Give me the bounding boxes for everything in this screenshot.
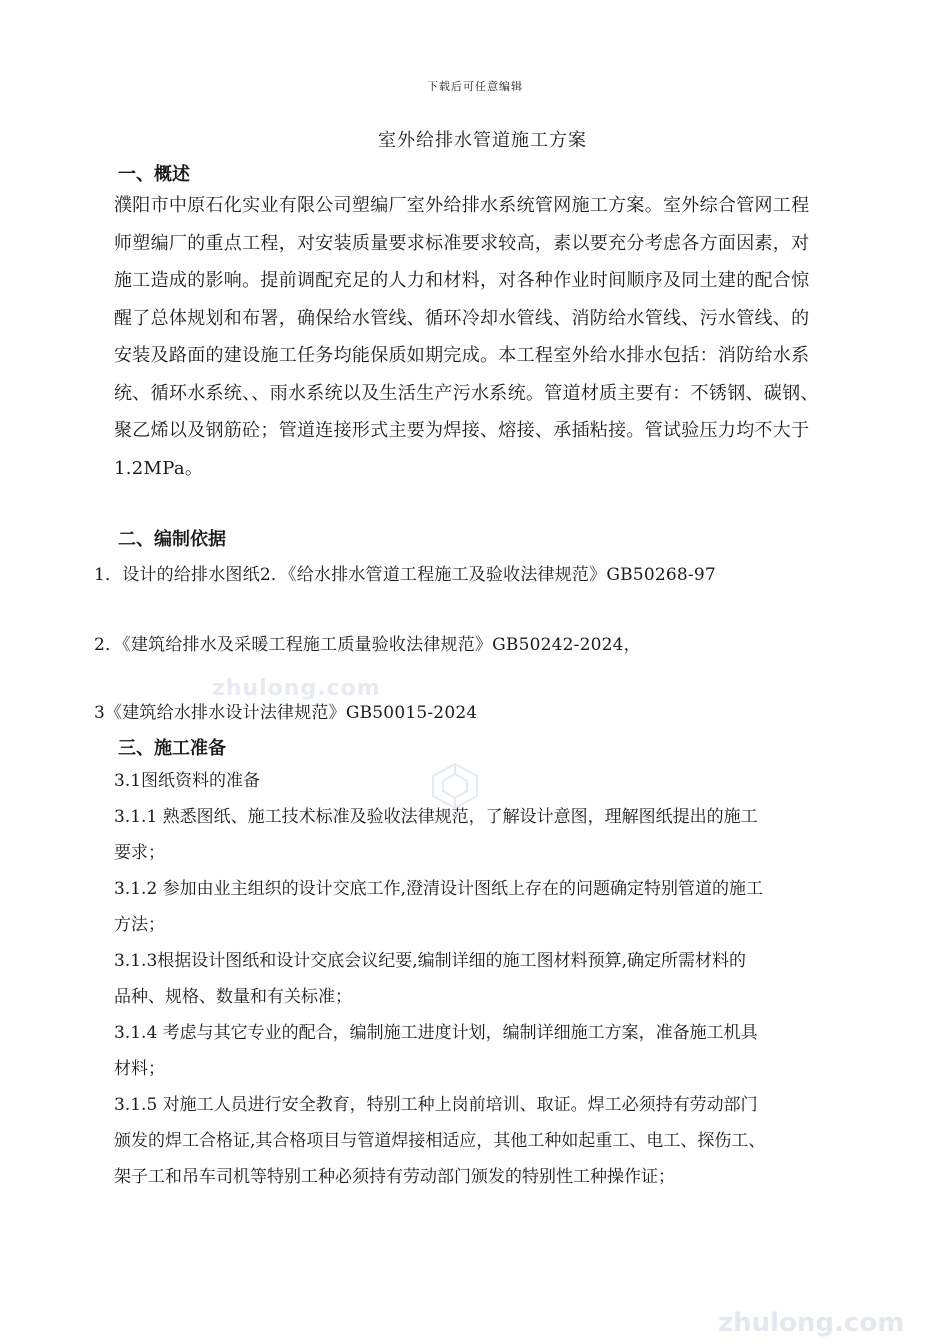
preparation-line: 3.1.2 参加由业主组织的设计交底工作,澄清设计图纸上存在的问题确定特别管道的施工 [114,879,764,899]
paragraph-line: 施工造成的影响。提前调配充足的人力和材料，对各种作业时间顺序及同土建的配合惊 [114,270,810,291]
basis-item: 2．《建筑给排水及采暖工程施工质量验收法律规范》GB50242-2024， [94,635,641,655]
paragraph-line: 1.2MPa。 [114,457,204,479]
basis-item: 3《建筑给水排水设计法律规范》GB50015-2024 [94,703,478,723]
preparation-line: 3.1.1 熟悉图纸、施工技术标准及验收法律规范，了解设计意图，理解图纸提出的施工 [114,807,758,827]
watermark-text-bottom: zhulong.com [718,1308,905,1338]
basis-item: 1．设计的给排水图纸2．《给水排水管道工程施工及验收法律规范》GB50268-97 [94,565,716,585]
paragraph-line: 统、循环水系统、、雨水系统以及生活生产污水系统。管道材质主要有：不锈钢、碳钢、 [114,382,819,404]
preparation-line: 方法； [114,915,165,935]
preparation-line: 3.1.4 考虑与其它专业的配合，编制施工进度计划，编制详细施工方案，准备施工机具 [114,1023,758,1043]
preparation-line: 材料； [114,1059,165,1079]
paragraph-line: 安装及路面的建设施工任务均能保质如期完成。本工程室外给水排水包括：消防给水系 [114,345,810,366]
preparation-line: 3.1.5 对施工人员进行安全教育，特别工种上岗前培训、取证。焊工必须持有劳动部门 [114,1095,758,1115]
preparation-line: 架子工和吊车司机等特别工种必须持有劳动部门颁发的特别性工种操作证； [114,1167,675,1187]
header-note: 下载后可任意编辑 [427,80,523,93]
preparation-line: 颁发的焊工合格证,其合格项目与管道焊接相适应，其他工种如起重工、电工、探伤工、 [114,1131,766,1151]
paragraph-line: 濮阳市中原石化实业有限公司塑编厂室外给排水系统管网施工方案。室外综合管网工程 [114,195,810,216]
preparation-line: 3.1图纸资料的准备 [114,771,261,791]
paragraph-line: 师塑编厂的重点工程，对安装质量要求标准要求较高，素以要充分考虑各方面因素，对 [114,232,810,254]
overview-paragraph [114,187,874,487]
preparation-line: 3.1.3根据设计图纸和设计交底会议纪要,编制详细的施工图材料预算,确定所需材料的 [114,951,747,971]
watermark-text: zhulong.com [212,676,381,701]
section-heading-basis: 二、编制依据 [118,529,226,550]
preparation-line: 要求； [114,843,165,863]
page-title: 室外给排水管道施工方案 [378,130,587,151]
paragraph-line: 醒了总体规划和布署，确保给水管线、循环冷却水管线、消防给水管线、污水管线、的 [114,307,810,329]
paragraph-line: 聚乙烯以及钢筋砼；管道连接形式主要为焊接、熔接、承插粘接。管试验压力均不大于 [114,420,810,441]
section-heading-preparation: 三、施工准备 [118,738,226,759]
preparation-line: 品种、规格、数量和有关标准； [114,987,352,1007]
section-heading-overview: 一、概述 [118,164,190,185]
